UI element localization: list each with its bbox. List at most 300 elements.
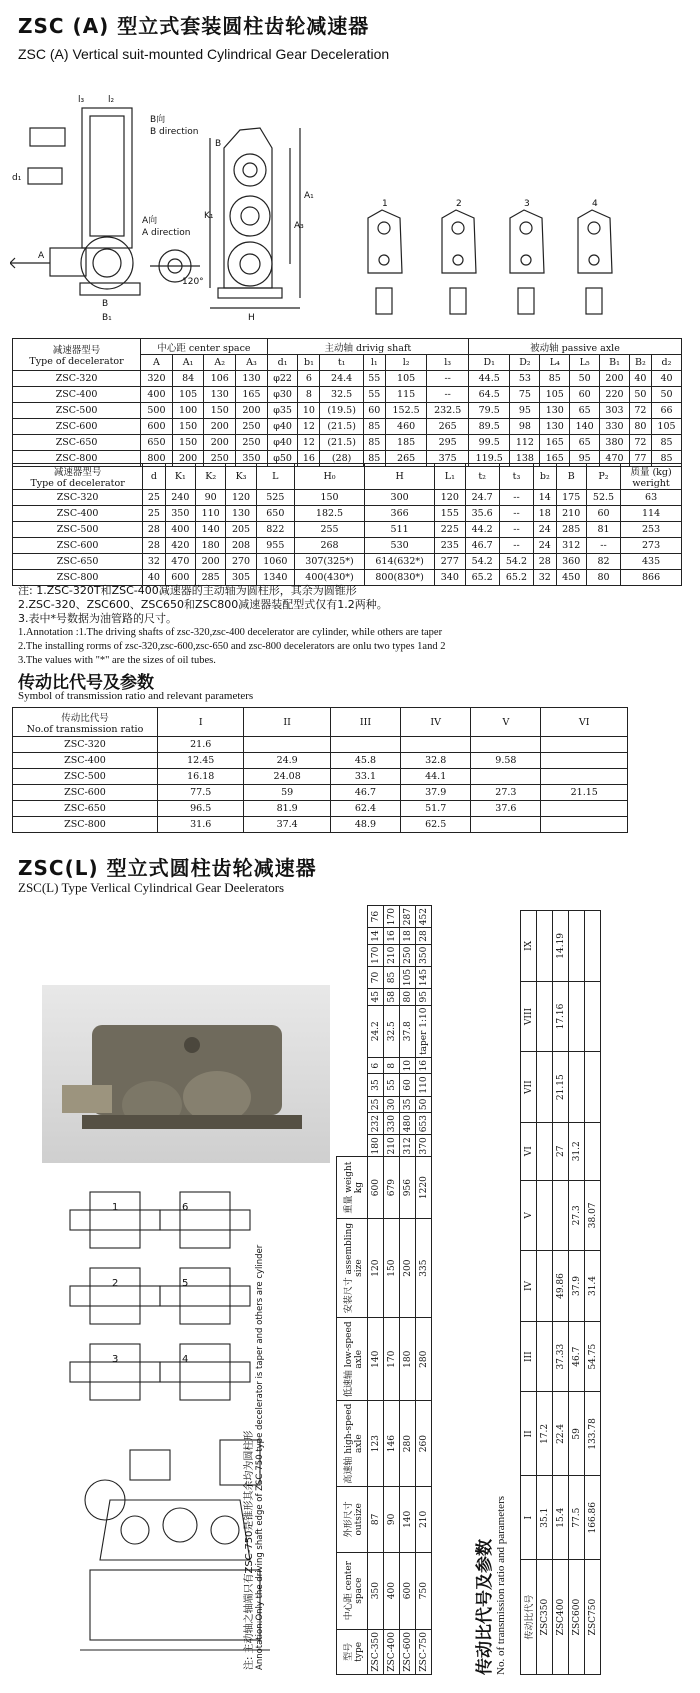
table4-cell	[569, 1052, 585, 1123]
table2-cell: 28	[143, 522, 165, 538]
ratio-a-cell: 31.6	[158, 817, 244, 833]
table4-cell: 166.86	[585, 1476, 601, 1560]
label-d1: d₁	[12, 173, 22, 183]
table1-cell: 470	[600, 451, 630, 467]
table1-cell: (19.5)	[320, 403, 363, 419]
table1-cell: 84	[172, 371, 204, 387]
table3-cell: 87	[368, 1487, 384, 1553]
ratio-a-row	[13, 817, 628, 833]
layout-num-5: 5	[182, 1278, 189, 1289]
ratio-a-col-header: II	[244, 708, 330, 737]
table2-cell: 822	[256, 522, 294, 538]
table2-cell: 52.5	[586, 490, 620, 506]
table1-cell: ZSC-500	[13, 403, 141, 419]
ratio-a-cell: 59	[244, 785, 330, 801]
table1-cell: φ30	[267, 387, 298, 403]
table1-col-header: t₁	[320, 355, 363, 371]
table1-cell: 200	[204, 419, 236, 435]
label-l2: l₂	[108, 95, 115, 105]
table1-cell: 60	[363, 403, 385, 419]
label-a3: A₃	[294, 221, 304, 231]
ratio-a-col-header: VI	[541, 708, 628, 737]
table4-row	[569, 911, 585, 1675]
table1-cell: 95	[570, 451, 600, 467]
table1-cell: 265	[385, 451, 427, 467]
ratio-a-cell: ZSC-500	[13, 769, 158, 785]
table3-cell: 14	[368, 928, 384, 944]
table1-cell: 65	[570, 435, 600, 451]
table1-cell: 185	[385, 435, 427, 451]
table3-row	[400, 906, 416, 1675]
table2-col-header: P₂	[586, 464, 620, 490]
table4-cell: 59	[569, 1392, 585, 1476]
table2-cell: 44.2	[465, 522, 499, 538]
table1-cell: 77	[629, 451, 651, 467]
table1-col-header: l₁	[363, 355, 385, 371]
table1-cell: 112	[510, 435, 540, 451]
table2-cell: 210	[556, 506, 586, 522]
table1-cell: 53	[510, 371, 540, 387]
table1-cell: 150	[204, 403, 236, 419]
table2-cell: 155	[435, 506, 465, 522]
note-line: 3.The values with "*" are the sizes of oil tubes.	[18, 655, 216, 666]
label-a-direction-en: A direction	[142, 228, 191, 238]
table1-cell: 44.5	[468, 371, 510, 387]
table2-cell: --	[586, 538, 620, 554]
table1-cell: 12	[298, 419, 320, 435]
table3-cell: 1220	[416, 1157, 432, 1218]
section-a-subtitle: ZSC (A) Vertical suit-mounted Cylindrical Gear Deceleration	[18, 46, 390, 62]
table2-cell: 307(325*)	[294, 554, 364, 570]
table3-cell: 750	[416, 1552, 432, 1629]
table1-drive-header: 主动轴 drivig shaft	[267, 339, 468, 355]
note-line: 3.表中*号数据为油管路的尺寸。	[18, 612, 177, 625]
zsc-a-ratio-table	[12, 707, 628, 833]
ratio-a-cell: 37.6	[471, 801, 541, 817]
table3-cell: ZSC-600	[400, 1629, 416, 1674]
table1-cell: 650	[141, 435, 173, 451]
table1-row	[13, 419, 682, 435]
table1-cell: 79.5	[468, 403, 510, 419]
zsc-a-drawing	[10, 88, 690, 333]
table3-cell: 45	[368, 989, 384, 1005]
table3-cell: 140	[368, 1318, 384, 1401]
table1-cell: 100	[172, 403, 204, 419]
table2-cell: 54.2	[499, 554, 533, 570]
table3-cell: 170	[368, 944, 384, 966]
table4-cell: 14.19	[553, 911, 569, 982]
table2-cell: 14	[534, 490, 556, 506]
table3-cell: 180	[400, 1318, 416, 1401]
table3-cell: 200	[400, 1218, 416, 1318]
ratio-a-row	[13, 769, 628, 785]
table2-cell: 255	[294, 522, 364, 538]
table1-cell: 85	[363, 419, 385, 435]
mount-3: 3	[524, 199, 530, 209]
ratio-title-l-wrap	[470, 1496, 507, 1675]
table3-cell: 180	[368, 1135, 384, 1157]
side-note: 注: 主动轴之轴端只有ZSC-750是锥形其余均为圆柱形	[244, 1430, 255, 1670]
table2-col-header: H₀	[294, 464, 364, 490]
front-view	[210, 128, 300, 308]
table2-cell: 360	[556, 554, 586, 570]
table2-cell: 110	[196, 506, 226, 522]
ratio-a-cell: ZSC-800	[13, 817, 158, 833]
side-view-left	[10, 108, 140, 295]
ratio-a-cell: 27.3	[471, 785, 541, 801]
table1-cell: 8	[298, 387, 320, 403]
table2-col-header: t₂	[465, 464, 499, 490]
table1-col-header: B₂	[629, 355, 651, 371]
table3-cell: 330	[384, 1113, 400, 1135]
table2-col-header: t₃	[499, 464, 533, 490]
table2-cell: --	[499, 538, 533, 554]
table3-cell: 95	[416, 989, 432, 1005]
table1-cell: 150	[172, 419, 204, 435]
table1-cell: ZSC-650	[13, 435, 141, 451]
table3-cell: 280	[400, 1401, 416, 1487]
ratio-title-a: 传动比代号及参数	[18, 673, 154, 693]
table1-cell: (21.5)	[320, 435, 363, 451]
zsc-l-ratio-table	[520, 910, 601, 1675]
table2-cell: 120	[226, 490, 256, 506]
table4-cell: 38.07	[585, 1180, 601, 1251]
table2-cell: 24.7	[465, 490, 499, 506]
table3-cell: 28	[416, 928, 432, 944]
table3-cell: 210	[384, 944, 400, 966]
table1-cell: φ40	[267, 435, 298, 451]
table1-cell: 72	[629, 435, 651, 451]
layout-num-4: 4	[182, 1354, 189, 1365]
table3-cell: 600	[400, 1552, 416, 1629]
table4-cell: 27.3	[569, 1180, 585, 1251]
table3-cell: 16	[416, 1057, 432, 1073]
table1-col-header: L₄	[540, 355, 570, 371]
table1-cell: 130	[204, 387, 236, 403]
table4-cell: 17.16	[553, 981, 569, 1052]
table1-cell: 500	[141, 403, 173, 419]
table2-cell: 525	[256, 490, 294, 506]
table1-cell: 105	[385, 371, 427, 387]
table2-cell: 340	[435, 570, 465, 586]
table3-col-header: 高速轴 high-speed axle	[337, 1401, 368, 1487]
table4-cell: ZSC400	[553, 1560, 569, 1675]
section-l-title: ZSC(L) 型立式圆柱齿轮减速器	[18, 856, 317, 880]
layout-num-6: 6	[182, 1202, 189, 1213]
table3-cell: ZSC-350	[368, 1629, 384, 1674]
table2-cell: 82	[586, 554, 620, 570]
table1-col-header: d₂	[651, 355, 681, 371]
table4-cell: 77.5	[569, 1476, 585, 1560]
label-b: B	[215, 139, 222, 149]
table2-cell: 225	[435, 522, 465, 538]
table2-cell: 530	[365, 538, 435, 554]
table1-col-header: D₂	[510, 355, 540, 371]
table2-cell: 305	[226, 570, 256, 586]
table1-cell: 72	[629, 403, 651, 419]
table3-cell: 452	[416, 906, 432, 928]
ratio-a-cell: 24.9	[244, 753, 330, 769]
table1-cell: 66	[651, 403, 681, 419]
mount-1: 1	[382, 199, 388, 209]
table3-row	[384, 906, 400, 1675]
table2-cell: 114	[621, 506, 682, 522]
table3-cell: 70	[368, 966, 384, 988]
table1-cell: φ22	[267, 371, 298, 387]
table2-cell: 270	[226, 554, 256, 570]
table2-cell: 470	[165, 554, 195, 570]
table1-cell: 375	[427, 451, 469, 467]
table1-cell: 85	[363, 435, 385, 451]
table4-col-header: V	[521, 1180, 537, 1251]
table4-cell	[537, 1251, 553, 1322]
label-k1: K₁	[204, 211, 214, 221]
table3-cell: 480	[400, 1113, 416, 1135]
table4-cell	[585, 981, 601, 1052]
table3-col-header: 重量 weight kg	[337, 1157, 368, 1218]
table3-cell: 679	[384, 1157, 400, 1218]
table2-cell: 175	[556, 490, 586, 506]
table3-cell: 260	[416, 1401, 432, 1487]
table1-cell: 10	[298, 403, 320, 419]
table2-cell: 81	[586, 522, 620, 538]
table3-cell: 30	[384, 1096, 400, 1112]
table1-cell: 55	[363, 387, 385, 403]
table1-cell: 200	[600, 371, 630, 387]
table3-row	[416, 906, 432, 1675]
table1-cell: 40	[629, 371, 651, 387]
gear-reducer-photo	[42, 985, 330, 1163]
table2-cell: --	[499, 506, 533, 522]
table1-cell: 85	[651, 451, 681, 467]
table1-cell: 200	[236, 403, 268, 419]
table3-col-header: 安装尺寸 assembling size	[337, 1218, 368, 1318]
table1-cell: 16	[298, 451, 320, 467]
table1-model-header: 减速器型号 Type of decelerator	[13, 339, 141, 371]
table3-cell: 105	[400, 966, 416, 988]
note-line: 2.The installing rorms of zsc-320,zsc-600,zsc-650 and zsc-800 decelerators are onlu two types 1and 2	[18, 641, 446, 652]
table1-cell: 380	[600, 435, 630, 451]
ratio-a-cell: 81.9	[244, 801, 330, 817]
table2-cell: 253	[621, 522, 682, 538]
label-a1: A₁	[304, 191, 314, 201]
table1-cell: 40	[651, 371, 681, 387]
table1-col-header: d₁	[267, 355, 298, 371]
table3-cell: taper 1:10	[416, 1005, 432, 1057]
table4-cell: 49.86	[553, 1251, 569, 1322]
mounting-variants	[368, 210, 612, 314]
table3-col-header: 低速轴 low-speed axle	[337, 1318, 368, 1401]
table2-cell: 285	[196, 570, 226, 586]
ratio-a-col-header: I	[158, 708, 244, 737]
table3-cell: 80	[400, 989, 416, 1005]
table2-col-header: K₁	[165, 464, 195, 490]
section-l-subtitle: ZSC(L) Type Verlical Cylindrical Gear Deelerators	[18, 880, 285, 895]
table1-cell: 330	[600, 419, 630, 435]
table2-col-header: K₃	[226, 464, 256, 490]
table1-cell: 50	[570, 371, 600, 387]
table1-cell: 85	[540, 371, 570, 387]
ratio-a-row	[13, 753, 628, 769]
table4-cell: 27	[553, 1123, 569, 1181]
table3-cell: 150	[384, 1218, 400, 1318]
table3-cell: 60	[400, 1074, 416, 1096]
table4-cell	[537, 981, 553, 1052]
table1-cell: 152.5	[385, 403, 427, 419]
ratio-a-cell: 32.8	[401, 753, 471, 769]
table3-cell: 6	[368, 1057, 384, 1073]
table1-cell: 64.5	[468, 387, 510, 403]
label-b-dim: B	[102, 299, 109, 309]
ratio-a-row	[13, 785, 628, 801]
table3-cell: 232	[368, 1113, 384, 1135]
table3-cell: 400	[384, 1552, 400, 1629]
table1-col-header: A₂	[204, 355, 236, 371]
ratio-a-cell: 44.1	[401, 769, 471, 785]
table4-cell: 46.7	[569, 1321, 585, 1392]
table1-cell: 85	[363, 451, 385, 467]
table4-cell: 133.78	[585, 1392, 601, 1476]
label-a-direction: A向	[142, 216, 158, 226]
table1-cell: 32.5	[320, 387, 363, 403]
table1-row	[13, 387, 682, 403]
table2-row	[13, 506, 682, 522]
table4-cell	[569, 981, 585, 1052]
table2-cell: 46.7	[465, 538, 499, 554]
table2-cell: ZSC-650	[13, 554, 143, 570]
table2-cell: ZSC-800	[13, 570, 143, 586]
table2-cell: 28	[534, 554, 556, 570]
ratio-a-cell: 62.4	[330, 801, 400, 817]
ratio-a-cell: 46.7	[330, 785, 400, 801]
table4-col-header: III	[521, 1321, 537, 1392]
ratio-a-cell: ZSC-650	[13, 801, 158, 817]
table3-cell: 170	[384, 1318, 400, 1401]
table1-cell: 12	[298, 435, 320, 451]
table1-col-header: A₃	[236, 355, 268, 371]
table1-cell: 165	[540, 451, 570, 467]
table2-model-header: 减速器型号 Type of decelerator	[13, 464, 143, 490]
table4-cell	[585, 911, 601, 982]
table3-cell: 8	[384, 1057, 400, 1073]
table4-cell: 35.1	[537, 1476, 553, 1560]
table2-cell: 420	[165, 538, 195, 554]
ratio-a-cell	[541, 737, 628, 753]
table2-row	[13, 538, 682, 554]
table1-cell: 105	[172, 387, 204, 403]
table1-cell: ZSC-400	[13, 387, 141, 403]
table3-cell: 32.5	[384, 1005, 400, 1057]
table1-cell: 80	[629, 419, 651, 435]
table2-cell: 60	[586, 506, 620, 522]
label-a: A	[38, 251, 45, 261]
ratio-a-cell: ZSC-400	[13, 753, 158, 769]
table3-cell: 312	[400, 1135, 416, 1157]
table4-cell: 54.75	[585, 1321, 601, 1392]
notes	[18, 584, 445, 668]
table1-cell: 200	[172, 451, 204, 467]
zsc-l-dimension-table	[336, 905, 432, 1675]
table3-cell: ZSC-750	[416, 1629, 432, 1674]
table3-cell: 146	[384, 1401, 400, 1487]
table2-cell: 120	[435, 490, 465, 506]
table3-cell: 37.8	[400, 1005, 416, 1057]
table4-cell	[585, 1052, 601, 1123]
table1-col-header: A₁	[172, 355, 204, 371]
table2-col-header: b₂	[534, 464, 556, 490]
table3-row	[368, 906, 384, 1675]
ratio-a-cell	[401, 737, 471, 753]
table1-cell: 115	[385, 387, 427, 403]
table1-cell: 106	[204, 371, 236, 387]
table2-cell: 511	[365, 522, 435, 538]
table1-cell: 130	[540, 419, 570, 435]
label-b1: B₁	[102, 313, 112, 323]
label-angle: 120°	[182, 277, 204, 287]
table4-col-header: IX	[521, 911, 537, 982]
table2-cell: 400(430*)	[294, 570, 364, 586]
table4-header	[521, 911, 537, 1675]
ratio-a-header	[13, 708, 628, 737]
table1-cell: --	[427, 387, 469, 403]
ratio-a-cell: 21.6	[158, 737, 244, 753]
table1-cell: 460	[385, 419, 427, 435]
ratio-a-cell: 9.58	[471, 753, 541, 769]
table2-cell: 1060	[256, 554, 294, 570]
table2-cell: ZSC-500	[13, 522, 143, 538]
ratio-a-cell	[541, 817, 628, 833]
table3-cell: 210	[416, 1487, 432, 1553]
table2-col-header: H	[365, 464, 435, 490]
table1-cell: 295	[427, 435, 469, 451]
table1-cell: φ50	[267, 451, 298, 467]
table4-cell	[537, 1180, 553, 1251]
ratio-a-cell: 77.5	[158, 785, 244, 801]
layout-num-1: 1	[112, 1202, 119, 1213]
table2-cell: ZSC-600	[13, 538, 143, 554]
table2-cell: 130	[226, 506, 256, 522]
table2-cell: 35.6	[465, 506, 499, 522]
table1-row	[13, 371, 682, 387]
ratio-a-cell: 21.15	[541, 785, 628, 801]
table4-col-header: IV	[521, 1251, 537, 1322]
mount-4: 4	[592, 199, 598, 209]
zsc-a-dimension-table	[12, 338, 682, 467]
table2-col-header: K₂	[196, 464, 226, 490]
table1-cell: 50	[629, 387, 651, 403]
table2-cell: 28	[143, 538, 165, 554]
table3-cell: 76	[368, 906, 384, 928]
table2-cell: 200	[196, 554, 226, 570]
ratio-a-cell: 16.18	[158, 769, 244, 785]
section-a-title: ZSC (A) 型立式套装圆柱齿轮减速器	[18, 14, 370, 38]
table3-cell: 85	[384, 966, 400, 988]
ratio-a-cell: 37.4	[244, 817, 330, 833]
table1-cell: 50	[651, 387, 681, 403]
table1-cell: (28)	[320, 451, 363, 467]
zsc-a-dimension-table-2	[12, 463, 682, 586]
table3-cell: 50	[416, 1096, 432, 1112]
table3-cell: 956	[400, 1157, 416, 1218]
table3-cell: 600	[368, 1157, 384, 1218]
table2-cell: 140	[196, 522, 226, 538]
note-line: 注: 1.ZSC-320T和ZSC-400减速器的主动轴为圆柱形，其余为圆锥形	[18, 584, 357, 597]
table4-cell	[537, 1321, 553, 1392]
table2-cell: 25	[143, 490, 165, 506]
ratio-a-cell	[471, 817, 541, 833]
table2-cell: 300	[365, 490, 435, 506]
table4-cell	[537, 1052, 553, 1123]
